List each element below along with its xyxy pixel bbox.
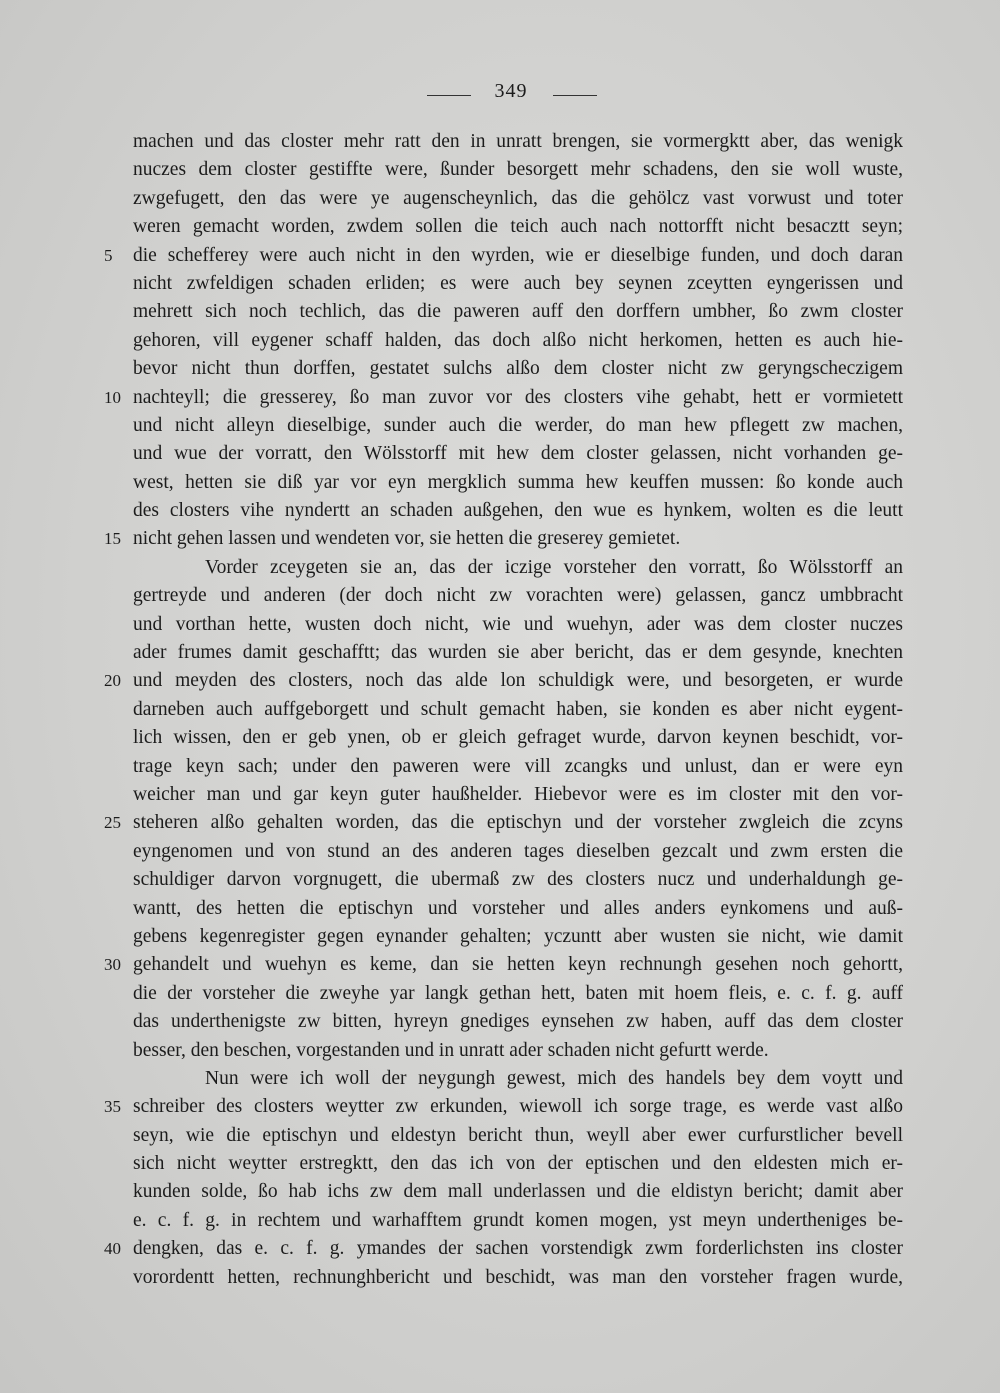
line-number: 25	[104, 813, 121, 833]
text-line	[0, 128, 1000, 156]
line-text: und wue der vorratt, den Wölsstorff mit hew dem closter gelassen, nicht vorhanden ge-	[133, 443, 903, 465]
line-number: 5	[104, 245, 113, 265]
text-line	[0, 895, 1000, 923]
line-text: e. c. f. g. in rechtem und warhafftem grundt komen mogen, yst meyn undertheniges be-	[133, 1209, 903, 1231]
text-line	[0, 980, 1000, 1008]
line-text: und nicht alleyn dieselbige, sunder auch die werder, do man hew pflegett zw machen,	[133, 414, 903, 436]
line-text: Nun were ich woll der neygungh gewest, mich des handels bey dem voytt und	[205, 1067, 903, 1089]
text-line	[0, 1264, 1000, 1292]
line-text: dengken, das e. c. f. g. ymandes der sachen vorstendigk zwm forderlichsten ins closter	[133, 1238, 903, 1260]
text-line	[0, 440, 1000, 468]
page-number: 349	[494, 80, 528, 102]
text-line	[0, 582, 1000, 610]
line-number: 15	[104, 529, 121, 549]
text-line	[0, 866, 1000, 894]
text-line	[0, 724, 1000, 752]
line-text: seyn, wie die eptischyn und eldestyn bericht thun, weyll aber ewer curfurstlicher bevell	[133, 1124, 903, 1146]
text-line	[0, 753, 1000, 781]
line-text: steheren alßo gehalten worden, das die eptischyn und der vorsteher zwgleich die zcyns	[133, 812, 903, 834]
line-number: 20	[104, 671, 121, 691]
line-text: wantt, des hetten die eptischyn und vorsteher und alles anders eynkomens und auß-	[133, 897, 903, 919]
text-line	[0, 923, 1000, 951]
text-line	[0, 156, 1000, 184]
line-text: weren gemacht worden, zwdem sollen die teich auch nach nottorfft nicht besacztt seyn;	[133, 216, 903, 238]
text-line	[0, 1065, 1000, 1093]
text-line	[0, 213, 1000, 241]
header-rule-left	[427, 95, 471, 96]
text-line	[0, 412, 1000, 440]
text-line	[0, 809, 1000, 837]
text-line	[0, 497, 1000, 525]
text-line	[0, 1150, 1000, 1178]
text-line	[0, 185, 1000, 213]
text-line	[0, 1235, 1000, 1263]
text-line	[0, 298, 1000, 326]
text-line	[0, 469, 1000, 497]
line-text: trage keyn sach; under den paweren were vill zcangks und unlust, dan er were eyn	[133, 755, 903, 777]
line-text: und vorthan hette, wusten doch nicht, wie und wuehyn, ader was dem closter nuczes	[133, 613, 903, 635]
line-text: eyngenomen und von stund an des anderen tages dieselben gezcalt und zwm ersten die	[133, 840, 903, 862]
text-line	[0, 384, 1000, 412]
line-text: das underthenigste zw bitten, hyreyn gnediges eynsehen zw haben, auff das dem closter	[133, 1011, 903, 1033]
line-text: zwgefugett, den das were ye augenscheynlich, das die gehölcz vast vorwust und toter	[133, 187, 903, 209]
text-line	[0, 639, 1000, 667]
line-text: weicher man und gar keyn guter haußhelder. Hiebevor were es im closter mit den vor-	[133, 783, 903, 805]
line-text: nicht gehen lassen und wendeten vor, sie hetten die greserey gemietet.	[133, 528, 681, 550]
page-header	[0, 80, 1000, 110]
text-line	[0, 1178, 1000, 1206]
text-line	[0, 355, 1000, 383]
text-line	[0, 951, 1000, 979]
line-text: nicht zwfeldigen schaden erliden; es were auch bey seynen zceytten eyngerissen und	[133, 272, 903, 294]
line-number: 10	[104, 387, 121, 407]
text-line	[0, 696, 1000, 724]
header-rule-right	[553, 95, 597, 96]
line-text: und meyden des closters, noch das alde lon schuldigk were, und besorgeten, er wurde	[133, 670, 903, 692]
line-text: gehandelt und wuehyn es keme, dan sie hetten keyn rechnungh gesehen noch gehortt,	[133, 954, 903, 976]
line-text: die schefferey were auch nicht in den wyrden, wie er dieselbige funden, und doch daran	[133, 244, 903, 266]
line-text: gebens kegenregister gegen eynander gehalten; yczuntt aber wusten sie nicht, wie damit	[133, 925, 903, 947]
text-line	[0, 1093, 1000, 1121]
text-line	[0, 611, 1000, 639]
line-text: mehrett sich noch techlich, das die paweren auff den dorffern umbher, ßo zwm closter	[133, 301, 903, 323]
line-text: des closters vihe nyndertt an schaden außgehen, den wue es hynkem, wolten es die leutt	[133, 500, 903, 522]
line-text: besser, den beschen, vorgestanden und in unratt ader schaden nicht gefurtt werde.	[133, 1039, 769, 1061]
line-text: gehoren, vill eygener schaff halden, das doch alßo nicht herkomen, hetten es auch hie-	[133, 329, 903, 351]
text-line	[0, 327, 1000, 355]
text-line	[0, 1122, 1000, 1150]
line-number: 30	[104, 955, 121, 975]
line-text: sich nicht weytter erstregktt, den das ich von der eptischen und den eldesten mich er-	[133, 1153, 903, 1175]
text-line	[0, 270, 1000, 298]
text-line	[0, 781, 1000, 809]
line-text: vorordentt hetten, rechnunghbericht und beschidt, was man den vorsteher fragen wurde,	[133, 1266, 903, 1288]
line-text: Vorder zceygeten sie an, das der iczige vorsteher den vorratt, ßo Wölsstorff an	[205, 556, 903, 578]
line-text: machen und das closter mehr ratt den in unratt brengen, sie vormergktt aber, das wenigk	[133, 131, 903, 152]
line-text: schuldiger darvon vorgnugett, die ubermaß zw des closters nucz und underhaldungh ge-	[133, 869, 903, 891]
line-text: west, hetten sie diß yar vor eyn mergklich summa hew keuffen mussen: ßo konde auch	[133, 471, 903, 493]
text-line	[0, 667, 1000, 695]
line-text: schreiber des closters weytter zw erkunden, wiewoll ich sorge trage, es werde vast alßo	[133, 1096, 903, 1118]
line-number: 35	[104, 1097, 121, 1117]
line-text: lich wissen, den er geb ynen, ob er gleich gefraget wurde, darvon keynen beschidt, vor-	[133, 727, 903, 749]
line-text: ader frumes damit geschafftt; das wurden sie aber bericht, das er dem gesynde, knechten	[133, 642, 903, 664]
body-text	[0, 128, 1000, 1292]
text-line	[0, 1207, 1000, 1235]
line-number: 40	[104, 1239, 121, 1259]
line-text: die der vorsteher die zweyhe yar langk gethan hett, baten mit hoem fleis, e. c. f. g. auff	[133, 982, 903, 1004]
line-text: bevor nicht thun dorffen, gestatet sulchs alßo dem closter nicht zw geryngscheczigem	[133, 358, 903, 380]
line-text: darneben auch auffgeborgett und schult gemacht haben, sie konden es aber nicht eygent-	[133, 698, 903, 720]
text-line	[0, 1037, 1000, 1065]
text-line	[0, 554, 1000, 582]
text-line	[0, 838, 1000, 866]
line-text: nachteyll; die gresserey, ßo man zuvor vor des closters vihe gehabt, hett er vormietett	[133, 386, 903, 408]
text-line	[0, 1008, 1000, 1036]
text-line	[0, 525, 1000, 553]
line-text: gertreyde und anderen (der doch nicht zw vorachten were) gelassen, gancz umbbracht	[133, 585, 903, 607]
line-text: kunden solde, ßo hab ichs zw dem mall underlassen und die eldistyn bericht; damit aber	[133, 1181, 903, 1203]
line-text: nuczes dem closter gestiffte were, ßunder besorgett mehr schadens, den sie woll wuste,	[133, 159, 903, 181]
text-line	[0, 242, 1000, 270]
